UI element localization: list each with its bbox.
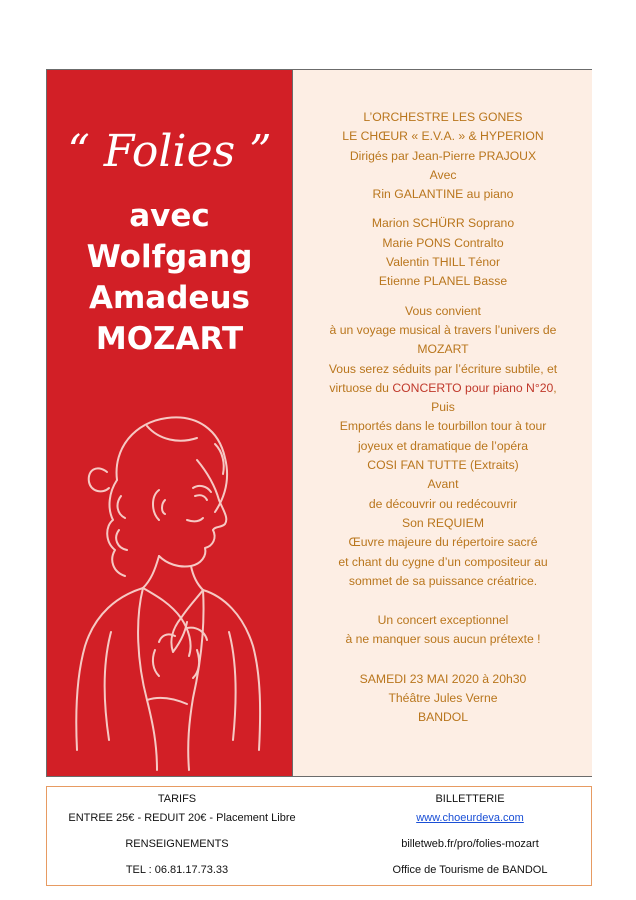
requiem-line: Son REQUIEM bbox=[402, 515, 484, 530]
avant-line: Avant bbox=[427, 477, 459, 492]
comma-text: , bbox=[553, 380, 557, 395]
date-line: SAMEDI 23 MAI 2020 à 20h30 bbox=[359, 671, 527, 686]
concerto-highlight: CONCERTO pour piano N°20 bbox=[392, 380, 554, 395]
billetweb-url: billetweb.fr/pro/folies-mozart bbox=[401, 838, 539, 850]
title-panel bbox=[47, 70, 292, 776]
sommet-line: sommet de sa puissance créatrice. bbox=[348, 573, 538, 588]
phone-number: TEL : 06.81.17.73.33 bbox=[125, 864, 229, 876]
cosi-line: COSI FAN TUTTE (Extraits) bbox=[367, 458, 519, 473]
title-line: MOZART bbox=[95, 321, 244, 357]
pianist-line: Rin GALANTINE au piano bbox=[372, 187, 514, 202]
program-text bbox=[293, 108, 593, 728]
tarifs-value: ENTREE 25€ - REDUIT 20€ - Placement Libre bbox=[68, 812, 296, 824]
virtuose-text: virtuose du bbox=[329, 380, 389, 395]
tourbillon-line: Emportés dans le tourbillon tour à tour bbox=[339, 419, 547, 434]
mozart-line: MOZART bbox=[417, 342, 469, 357]
tenor-line: Valentin THILL Ténor bbox=[385, 255, 501, 270]
orchestra-line: L’ORCHESTRE LES GONES bbox=[363, 110, 523, 124]
concerto-line bbox=[293, 379, 593, 398]
title-line: Amadeus bbox=[89, 280, 250, 316]
conductor-line: Dirigés par Jean-Pierre PRAJOUX bbox=[349, 148, 537, 163]
invite-line: Vous convient bbox=[405, 303, 481, 318]
website-link[interactable]: www.choeurdeva.com bbox=[416, 812, 524, 824]
folies-heading: “ Folies ” bbox=[67, 126, 272, 177]
program-panel bbox=[292, 70, 592, 776]
bass-line: Etienne PLANEL Basse bbox=[378, 274, 508, 289]
info-footer bbox=[46, 786, 592, 886]
opera-line: joyeux et dramatique de l’opéra bbox=[357, 438, 529, 453]
tourism-office: Office de Tourisme de BANDOL bbox=[392, 864, 548, 876]
decouvrir-line: de découvrir ou redécouvrir bbox=[368, 496, 518, 511]
contralto-line: Marie PONS Contralto bbox=[382, 235, 504, 250]
venue-line: Théâtre Jules Verne bbox=[388, 691, 498, 706]
poster-title bbox=[47, 196, 292, 360]
puis-line: Puis bbox=[431, 400, 455, 415]
mozart-portrait-icon bbox=[47, 400, 292, 776]
soprano-line: Marion SCHÜRR Soprano bbox=[371, 216, 515, 231]
renseignements-label: RENSEIGNEMENTS bbox=[125, 838, 229, 850]
pretexte-line: à ne manquer sous aucun prétexte ! bbox=[345, 632, 541, 647]
seduits-line: Vous serez séduits par l’écriture subtile, et bbox=[328, 361, 558, 376]
choir-line: LE CHŒUR « E.V.A. » & HYPERION bbox=[342, 129, 544, 144]
billetterie-label: BILLETTERIE bbox=[435, 793, 505, 805]
exceptional-line: Un concert exceptionnel bbox=[377, 613, 509, 628]
tarifs-label: TARIFS bbox=[157, 793, 197, 805]
city-line: BANDOL bbox=[417, 710, 469, 725]
concert-poster bbox=[46, 69, 592, 777]
cygne-line: et chant du cygne d’un compositeur au bbox=[338, 554, 548, 569]
title-line: avec bbox=[129, 198, 210, 234]
oeuvre-line: Œuvre majeure du répertoire sacré bbox=[348, 535, 538, 550]
title-line: Wolfgang bbox=[86, 239, 253, 275]
avec-line: Avec bbox=[429, 167, 457, 182]
voyage-line: à un voyage musical à travers l’univers de bbox=[329, 322, 557, 337]
